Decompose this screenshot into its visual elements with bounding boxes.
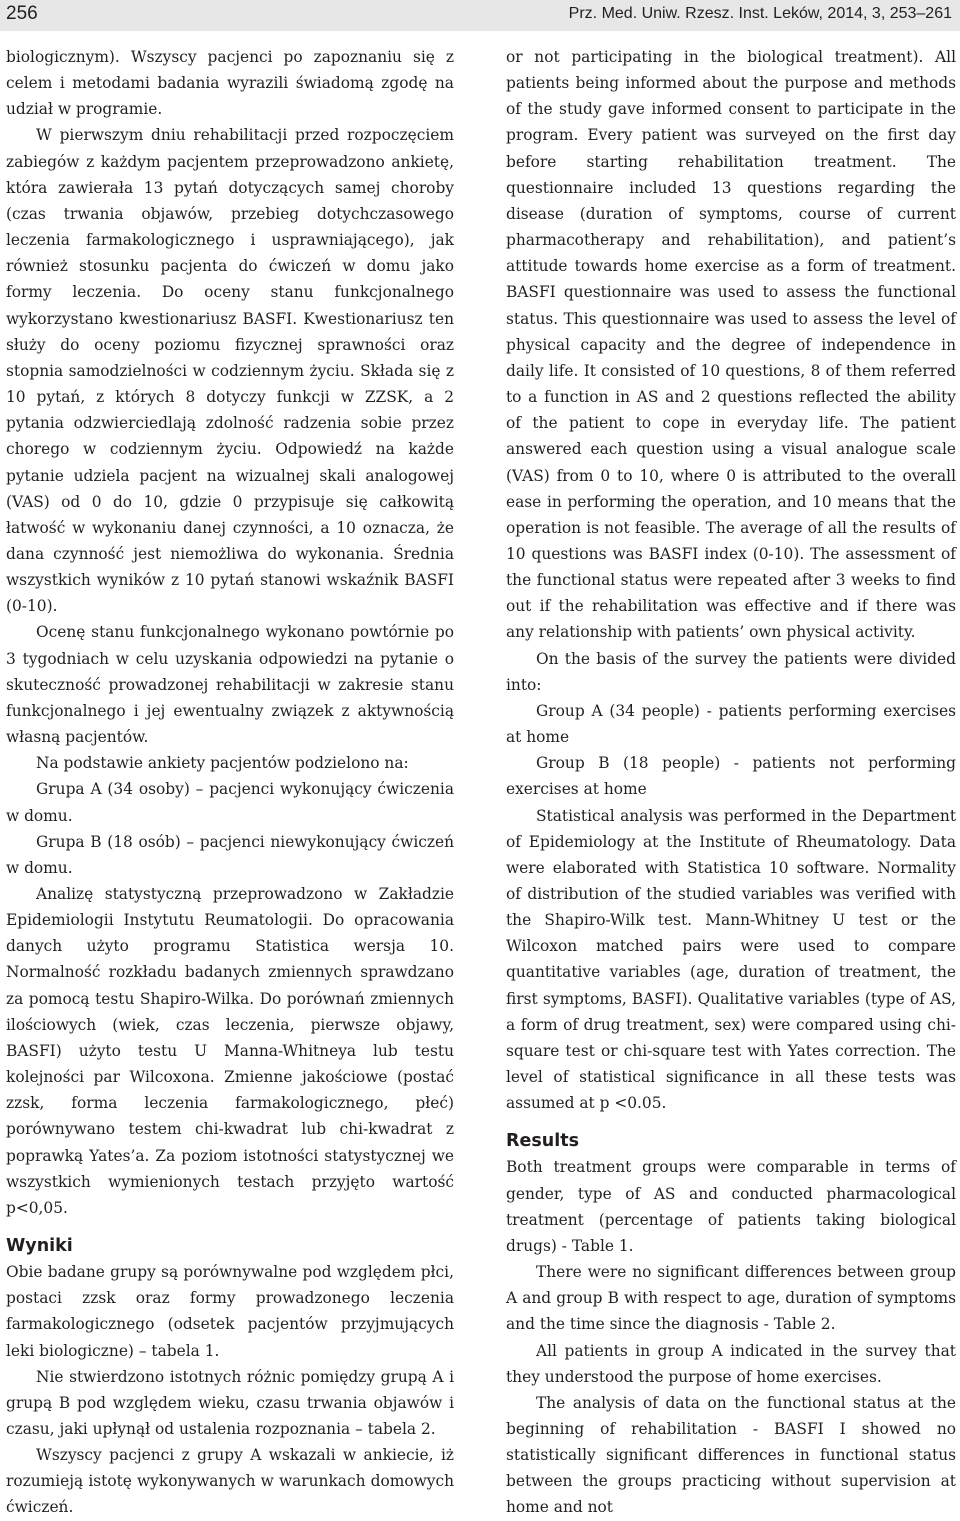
paragraph: Na podstawie ankiety pacjentów podzielono na: (36, 754, 409, 773)
paragraph: or not participating in the biological treatment). All patients being informed about the purpose and methods of the study gave informed consent to participate in the program. Every patient was surveyed on the first day before starting rehabilitation treatment. The questionnaire included 13 questions regarding the disease (duration of symptoms, course of current pharmacotherapy and rehabilitation), and patient’s attitude towards home exercise as a form of treatment. BASFI questionnaire was used to assess the functional status. This questionnaire was used to assess the level of physical capacity and the degree of independence in daily life. It consisted of 10 questions, 8 of them referred to a function in AS and 2 questions reflected the ability of the patient to cope in everyday life. The patient answered each question using a visual analogue scale (VAS) from 0 to 10, where 0 is attributed to the overall ease in performing the operation, and 10 means that the operation is not feasible. The average of all the results of 10 questions was BASFI index (0-10). The assessment of the functional status were repeated after 3 weeks to find out if the rehabilitation was effective and if there was any relationship with patients’ own physical activity. (506, 48, 956, 642)
paragraph: W pierwszym dniu rehabilitacji przed rozpoczęciem zabiegów z każdym pacjentem przeprowadzono ankietę, która zawierała 13 pytań dotyczących samej choroby (czas trwania objawów, przebieg dotychczasowego leczenia farmakologicznego i usprawniającego), jak również stosunku pacjenta do ćwiczeń w domu jako formy leczenia. Do oceny stanu funkcjonalnego wykorzystano kwestionariusz BASFI. Kwestionariusz ten służy do oceny poziomu fizycznej sprawności oraz stopnia samodzielności w codziennym życiu. Składa się z 10 pytań, z których 8 dotyczy funkcji w ZZSK, a 2 pytania odzwierciedlają zdolność radzenia sobie przez chorego w codziennym życiu. Odpowiedź na każde pytanie udziela pacjent na wizualnej skali analogowej (VAS) od 0 do 10, gdzie 0 przypisuje się całkowitą łatwość w wykonaniu danej czynności, a 10 oznacza, że dana czynność jest niemożliwa do wykonania. Średnia wszystkich wyników z 10 pytań stanowi wskaźnik BASFI (0-10). (6, 126, 454, 616)
group-a-item: Group A (34 people) - patients performing exercises at home (506, 701, 956, 747)
group-b-item: Group B (18 people) - patients not performing exercises at home (506, 754, 956, 799)
group-a-item: Grupa A (34 osoby) – pacjenci wykonujący ćwiczenia w domu. (6, 780, 454, 825)
paragraph: biologicznym). Wszyscy pacjenci po zapoznaniu się z celem i metodami badania wyrazili świadomą zgodę na udział w programie. (6, 48, 454, 119)
page-number: 256 (6, 3, 38, 24)
journal-reference: Prz. Med. Uniw. Rzesz. Inst. Leków, 2014, 3, 253–261 (568, 5, 952, 22)
paragraph: Analizę statystyczną przeprowadzono w Zakładzie Epidemiologii Instytutu Reumatologii. Do opracowania danych użyto programu Statistica wersja 10. Normalność rozkładu badanych zmiennych sprawdzano za pomocą testu Shapiro-Wilka. Do porównań zmiennych ilościowych (wiek, czas leczenia, pierwsze objawy, BASFI) użyto testu U Manna-Whitneya lub testu kolejności par Wilcoxona. Zmienne jakościowe (postać zzsk, forma leczenia farmakologicznego, płeć) porównywano testem chi-kwadrat lub chi-kwadrat z poprawką Yates’a. Za poziom istotności statystycznej we wszystkich wymienionych testach przyjęto wartość p<0,05. (6, 885, 454, 1217)
running-header (0, 0, 960, 31)
paragraph: Statistical analysis was performed in the Department of Epidemiology at the Institute of Rheumatology. Data were elaborated with Statistica 10 software. Normality of distribution of the studied variables was verified with the Shapiro-Wilk test. Mann-Whitney U test or the Wilcoxon matched pairs were used to compare quantitative variables (age, duration of treatment, the first symptoms, BASFI). Qualitative variables (type of AS, a form of drug treatment, sex) were compared using chi-square test or chi-square test with Yates correction. The level of statistical significance in all these tests was assumed at p <0.05. (506, 806, 956, 1113)
paragraph: There were no significant differences between group A and group B with respect to age, duration of symptoms and the time since the diagnosis - Table 2. (506, 1263, 956, 1334)
paragraph: On the basis of the survey the patients were divided into: (506, 649, 956, 694)
paragraph: Both treatment groups were comparable in terms of gender, type of AS and conducted pharmacological treatment (percentage of patients taking biological drugs) - Table 1. (506, 1158, 956, 1255)
left-column-polish (6, 44, 454, 1521)
paragraph: Obie badane grupy są porównywalne pod względem płci, postaci zzsk oraz formy prowadzonego leczenia farmakologicznego (odsetek pacjentów przyjmujących leki biologiczne) – tabela 1. (6, 1263, 454, 1360)
paragraph: Nie stwierdzono istotnych różnic pomiędzy grupą A i grupą B pod względem wieku, czasu trwania objawów i czasu, jaki upłynął od ustalenia rozpoznania – tabela 2. (6, 1367, 454, 1438)
paragraph: Wszyscy pacjenci z grupy A wskazali w ankiecie, iż rozumieją istotę wykonywanych w warunkach domowych ćwiczeń. (6, 1446, 454, 1517)
right-column-english (506, 44, 956, 1521)
group-b-item: Grupa B (18 osób) – pacjenci niewykonujący ćwiczeń w domu. (6, 832, 454, 877)
paragraph: The analysis of data on the functional status at the beginning of rehabilitation - BASFI I showed no statistically significant differences in functional status between the groups practicing without supervision at home and not (506, 1393, 956, 1517)
paragraph: All patients in group A indicated in the survey that they understood the purpose of home exercises. (506, 1341, 956, 1386)
section-heading-wyniki: Wyniki (6, 1236, 73, 1257)
section-heading-results: Results (506, 1131, 579, 1152)
paragraph: Ocenę stanu funkcjonalnego wykonano powtórnie po 3 tygodniach w celu uzyskania odpowiedzi na pytanie o skuteczność prowadzonej rehabilitacji w zakresie stanu funkcjonalnego i jej ewentualny związek z aktywnością własną pacjentów. (6, 623, 454, 747)
